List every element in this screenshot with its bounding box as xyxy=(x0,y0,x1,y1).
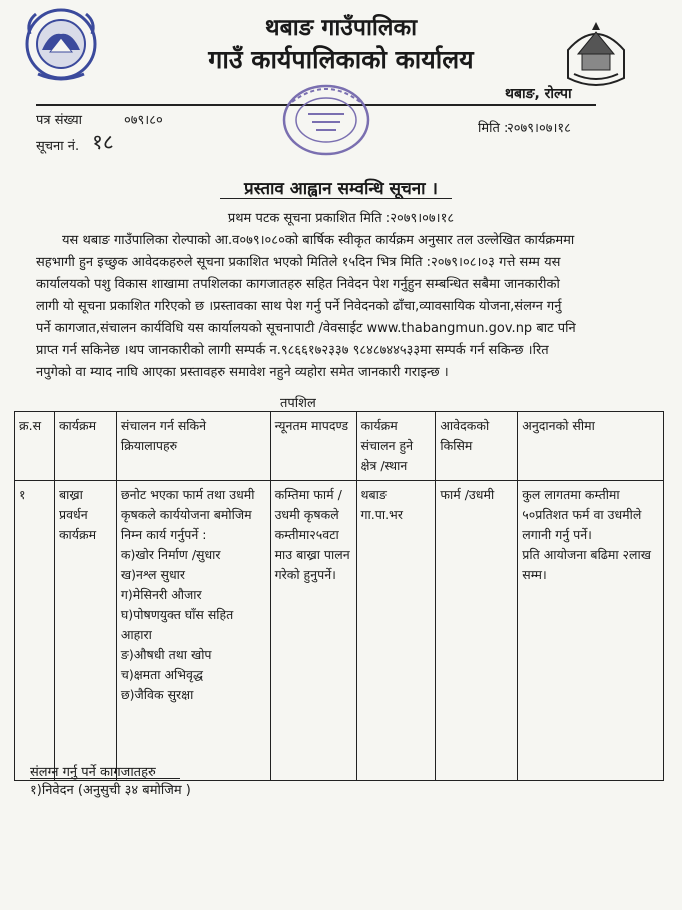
activity-item: क)खोर निर्माण /सुधार xyxy=(120,547,221,562)
activity-item: ख)नश्ल सुधार xyxy=(120,567,186,582)
header-area: कार्यक्रम संचालन हुने क्षेत्र /स्थान xyxy=(356,412,436,481)
table-caption: तपशिल xyxy=(280,396,316,411)
office-name: गाउँ कार्यपालिकाको कार्यालय xyxy=(208,45,474,74)
header-grant-limit: अनुदानको सीमा xyxy=(518,412,664,481)
cell-area: थबाङ गा.पा.भर xyxy=(356,481,436,781)
body-line: पर्ने कागजात,संचालन कार्यविधि यस कार्यालयको सूचनापाटी /वेवसाईट www.thabangmun.gov.np बाट पनि xyxy=(36,321,576,336)
date-value: २०७९।०७।१८ xyxy=(507,121,571,136)
header-criteria: न्यूनतम मापदण्ड xyxy=(270,412,356,481)
header-serial: क्र.स xyxy=(15,412,55,481)
municipality-name: थबाङ गाउँपालिका xyxy=(264,15,418,41)
table-header-row xyxy=(15,412,664,481)
publication-date: प्रथम पटक सूचना प्रकाशित मिति :२०७९।०७।१८ xyxy=(227,211,455,226)
activities-intro: छनोट भएका फार्म तथा उधमी कृषकले कार्ययोजना बमोजिम निम्न कार्य गर्नुपर्ने : xyxy=(120,487,255,542)
body-line: यस थबाङ गाउँपालिका रोल्पाको आ.व०७९।०८०को बार्षिक स्वीकृत कार्यक्रम अनुसार तल उल्लेखित कार्यक्रममा xyxy=(62,233,575,248)
ref-number-value: ०७९।८० xyxy=(124,113,163,128)
table-row xyxy=(15,481,664,781)
body-line: नपुगेको वा म्याद नाघि आएका प्रस्तावहरु समावेश नहुने व्यहोरा समेत जानकारी गराइन्छ । xyxy=(36,365,449,380)
attachments-title: संलग्न गर्नु पर्ने कागजातहरु xyxy=(30,765,156,780)
attachments-underline xyxy=(30,778,180,779)
program-table xyxy=(14,411,664,781)
grant-limit-line: कुल लागतमा कम्तीमा ५०प्रतिशत फर्म वा उधमीले लगानी गर्नु पर्ने। xyxy=(522,487,642,542)
activity-item: ग)मेसिनरी औजार xyxy=(120,587,202,602)
body-line: सहभागी हुन इच्छुक आवेदकहरुले सूचना प्रकाशित भएको मितिले १५दिन भित्र मिति :२०७९।०८।०३ गत्ते सम्म यस xyxy=(36,255,561,270)
title-underline xyxy=(220,198,452,199)
cell-serial: १ xyxy=(15,481,55,781)
activity-item: ङ)औषधी तथा खोप xyxy=(120,647,212,662)
office-location: थबाङ, रोल्पा xyxy=(505,86,572,102)
header-program: कार्यक्रम xyxy=(54,412,116,481)
cell-grant-limit xyxy=(518,481,664,781)
municipality-logo-icon xyxy=(560,20,632,88)
body-line: कार्यालयको पशु विकास शाखामा तपशिलका कागजातहरु सहित निवेदन पेश गर्नुहुन सम्बन्धित सबैमा जानकारीको xyxy=(36,277,560,292)
cell-activities xyxy=(116,481,270,781)
notice-title: प्रस्ताव आह्वान सम्वन्धि सूचना । xyxy=(244,179,438,199)
notice-number-label: सूचना नं. xyxy=(36,139,80,154)
activity-item: छ)जैविक सुरक्षा xyxy=(120,687,194,702)
activity-item: च)क्षमता अभिवृद्ध xyxy=(120,667,203,682)
grant-limit-line: प्रति आयोजना बढिमा २लाख सम्म। xyxy=(522,547,651,582)
header-activities: संचालन गर्न सकिने क्रियालापहरु xyxy=(116,412,270,481)
date-label: मिति : xyxy=(478,121,509,136)
attachment-item: १)निवेदन (अनुसुची ३४ बमोजिम ) xyxy=(30,783,191,798)
cell-criteria: कम्तिमा फार्म /उधमी कृषकले कम्तीमा२५वटा माउ बाख्रा पालन गरेको हुनुपर्ने। xyxy=(270,481,356,781)
header-applicant-type: आवेदकको किसिम xyxy=(436,412,518,481)
activity-item: घ)पोषणयुक्त घाँस सहित आहारा xyxy=(120,607,234,642)
official-stamp-icon xyxy=(278,80,374,160)
body-line: लागी यो सूचना प्रकाशित गरिएको छ ।प्रस्तावका साथ पेश गर्नु पर्ने निवेदनको ढाँचा,व्यावसायिक योजना,संलग्न गर्नु xyxy=(36,299,562,314)
notice-number-value: १८ xyxy=(92,130,114,154)
body-line: प्राप्त गर्न सकिनेछ ।थप जानकारीको लागी सम्पर्क न.९८६६१७२३३७ ९८४८७४४५३३मा सम्पर्क गर्न सकिन्छ ।रित xyxy=(36,343,549,358)
ref-number-label: पत्र संख्या xyxy=(36,113,82,128)
cell-program: बाख्रा प्रवर्धन कार्यक्रम xyxy=(54,481,116,781)
cell-applicant-type: फार्म /उधमी xyxy=(436,481,518,781)
